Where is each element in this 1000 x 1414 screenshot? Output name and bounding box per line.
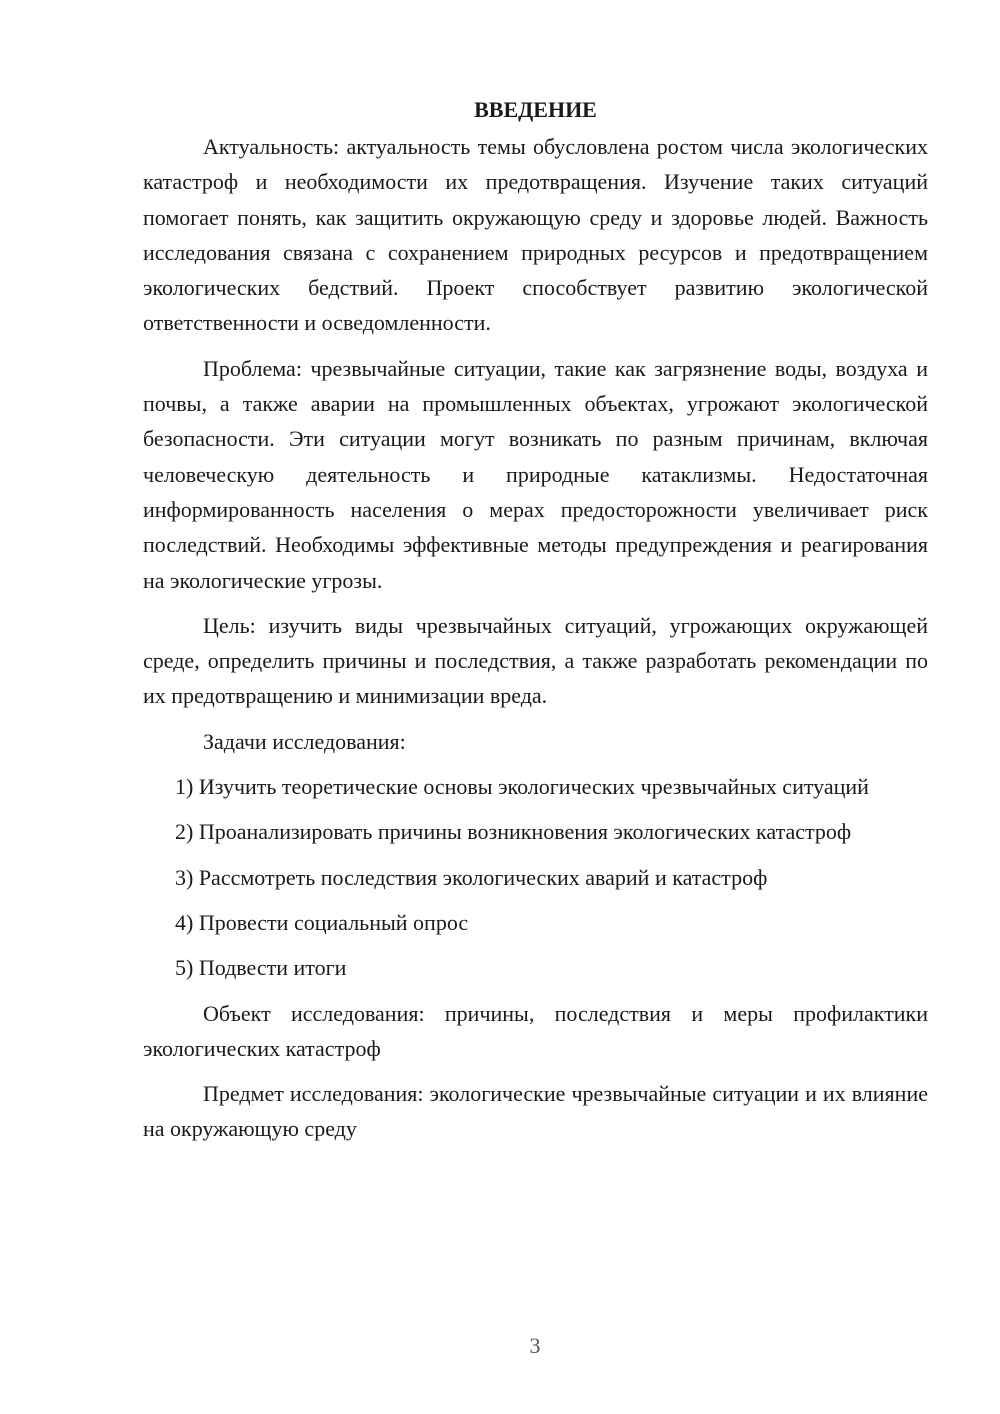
task-item-1: 1) Изучить теоретические основы экологических чрезвычайных ситуаций — [175, 774, 869, 800]
relevance-paragraph: Актуальность: актуальность темы обусловлена ростом числа экологических катастроф и необходимости их предотвращения. Изучение таких ситуаций помогает понять, как защитить окружающую среду и здоровье людей. Важность исследования связана с сохранением природных ресурсов и предотвращением экологических бедствий. Проект способствует развитию экологической ответственности и осведомленности. — [143, 134, 928, 336]
problem-paragraph: Проблема: чрезвычайные ситуации, такие как загрязнение воды, воздуха и почвы, а также аварии на промышленных объектах, угрожают экологической безопасности. Эти ситуации могут возникать по разным причинам, включая человеческую деятельность и природные катаклизмы. Недостаточная информированность населения о мерах предосторожности увеличивает риск последствий. Необходимы эффективные методы предупреждения и реагирования на экологические угрозы. — [143, 355, 928, 593]
page-number: 3 — [529, 1333, 541, 1358]
page-number-container — [0, 1333, 1000, 1359]
task-item-3: 3) Рассмотреть последствия экологических аварий и катастроф — [175, 864, 768, 890]
task-item-4: 4) Провести социальный опрос — [175, 909, 469, 935]
page-title: ВВЕДЕНИЕ — [474, 97, 597, 122]
subject-paragraph: Предмет исследования: экологические чрезвычайные ситуации и их влияние на окружающую среду — [143, 1081, 928, 1142]
object-paragraph: Объект исследования: причины, последствия и меры профилактики экологических катастроф — [143, 1000, 928, 1061]
goal-paragraph: Цель: изучить виды чрезвычайных ситуаций, угрожающих окружающей среде, определить причины и последствия, а также разработать рекомендации по их предотвращению и минимизации вреда. — [143, 612, 928, 709]
tasks-heading: Задачи исследования: — [203, 728, 406, 754]
document-page — [143, 92, 928, 1157]
task-item-5: 5) Подвести итоги — [175, 955, 347, 981]
task-item-2: 2) Проанализировать причины возникновения экологических катастроф — [175, 819, 852, 845]
